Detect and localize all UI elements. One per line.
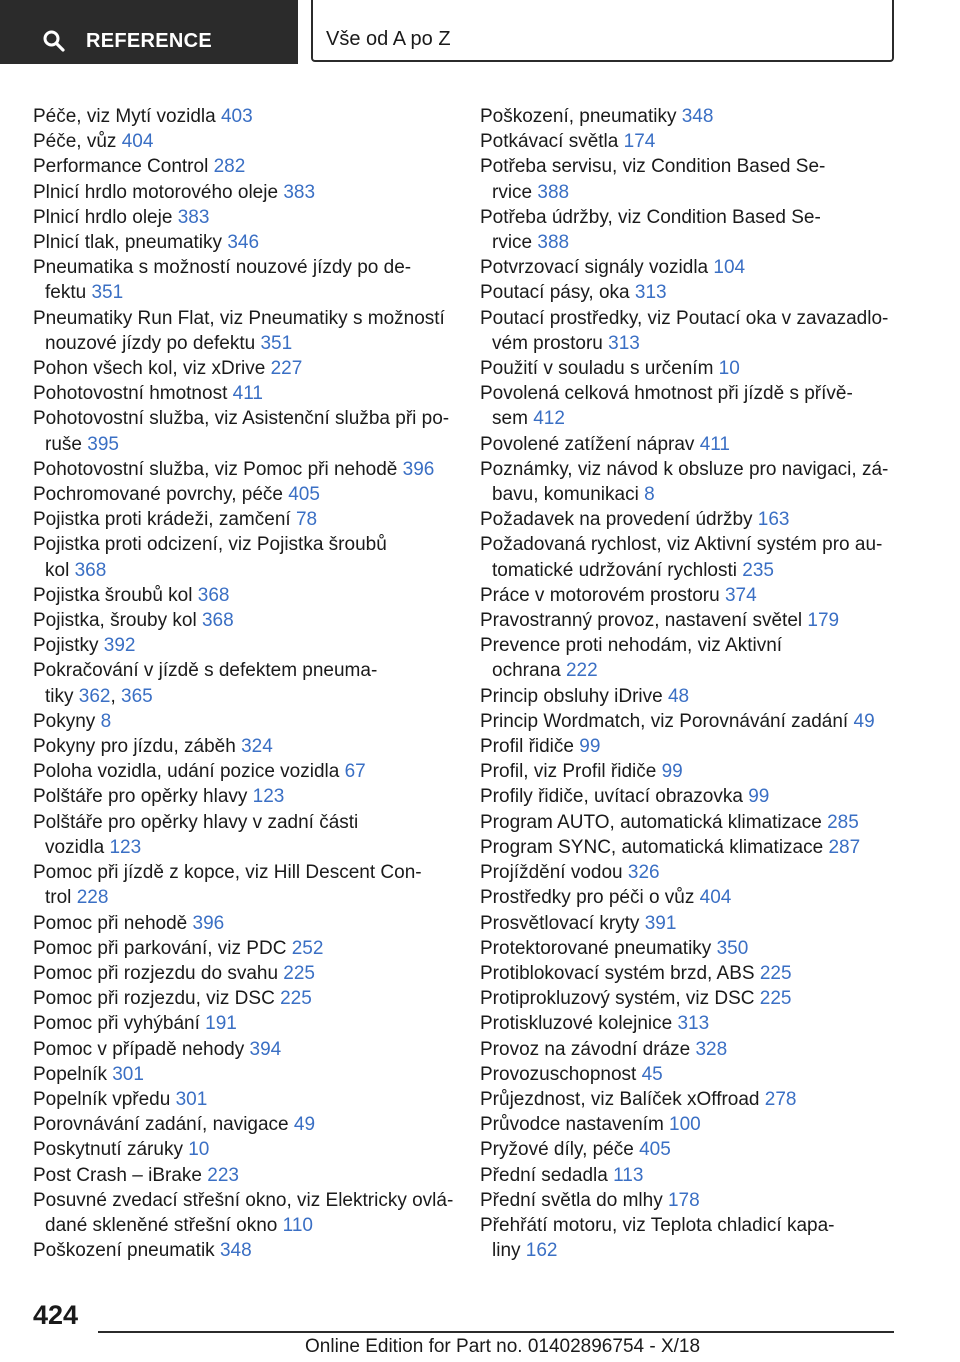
index-entry-text: Performance Control (33, 156, 209, 178)
index-entry-text: Použití v souladu s určením (480, 358, 714, 380)
page-link[interactable]: 383 (177, 206, 210, 228)
index-entry-text: Posuvné zvedací střešní okno, viz Elektricky ovlá- (33, 1189, 454, 1211)
page-link[interactable]: 278 (764, 1088, 797, 1110)
page-link[interactable]: 351 (91, 282, 124, 304)
page-link[interactable]: 396 (402, 458, 435, 480)
page-link[interactable]: 99 (748, 786, 770, 808)
index-entry (33, 961, 453, 986)
page-link[interactable]: 225 (280, 988, 312, 1010)
index-entry (33, 356, 453, 381)
section-title: Vše od A po Z (326, 28, 451, 50)
index-entry-text: Porovnávání zadání, navigace (33, 1114, 289, 1136)
index-entry-text: Poloha vozidla, udání pozice vozidla (33, 761, 340, 783)
page-link[interactable]: 365 (121, 685, 153, 707)
index-entry-text: Pojistka proti krádeži, zamčení (33, 509, 291, 531)
index-entry-text: ochrana (492, 660, 561, 682)
index-entry (33, 230, 453, 255)
page-link[interactable]: 178 (667, 1189, 700, 1211)
index-entry (480, 860, 900, 885)
page-link[interactable]: 163 (757, 509, 790, 531)
index-entry-text: Povolené zatížení náprav (480, 433, 695, 455)
page-link[interactable]: 404 (121, 131, 154, 153)
page-link[interactable]: 252 (291, 937, 324, 959)
index-entry-text: Pojistka proti odcizení, viz Pojistka šroubů (33, 534, 387, 556)
index-entry-text: Princip Wordmatch, viz Porovnávání zadání (480, 710, 849, 732)
index-entry (480, 684, 900, 709)
index-entry (33, 1238, 453, 1263)
page-link[interactable]: 374 (724, 584, 757, 606)
page-link[interactable]: 351 (260, 332, 293, 354)
page-link[interactable]: 10 (188, 1139, 210, 1161)
index-entry-text: Pohotovostní služba, viz Asistenční služba při po- (33, 408, 450, 430)
index-entry (480, 1137, 900, 1162)
index-entry-text: Pomoc při parkování, viz PDC (33, 937, 287, 959)
section-tab[interactable] (311, 0, 894, 62)
index-entry-text: Poskytnutí záruky (33, 1139, 183, 1161)
index-entry-text: Pochromované povrchy, péče (33, 484, 283, 506)
index-entry (480, 432, 900, 457)
index-entry (480, 986, 900, 1011)
page-link[interactable]: 49 (853, 710, 875, 732)
page-link[interactable]: 301 (112, 1063, 144, 1085)
page-link[interactable]: 350 (716, 937, 749, 959)
page-link[interactable]: 404 (699, 887, 732, 909)
index-entry-text: Potřeba údržby, viz Condition Based Se- (480, 206, 821, 228)
index-entry (33, 583, 453, 608)
index-entry-text: rvice (492, 232, 533, 254)
page-link[interactable]: 227 (270, 358, 303, 380)
page-link[interactable]: 346 (227, 232, 260, 254)
page-number: 424 (33, 1300, 79, 1330)
page-header (0, 0, 960, 66)
index-entry (480, 1037, 900, 1062)
page-link[interactable]: 394 (249, 1038, 282, 1060)
index-entry-text: Poznámky, viz návod k obsluze pro navigaci, zá- (480, 458, 889, 480)
index-entry (33, 154, 453, 179)
page-link[interactable]: 405 (288, 484, 320, 506)
index-entry (480, 1087, 900, 1112)
index-entry (480, 709, 900, 734)
index-entry (33, 1188, 453, 1238)
index-entry: Pokračování v jízdě s defektem pneuma- tiky 362, 365 (33, 660, 378, 707)
index-entry-text: Princip obsluhy iDrive (480, 685, 663, 707)
index-entry-text: Protiprokluzový systém, viz DSC (480, 988, 755, 1010)
page-link[interactable]: 285 (827, 811, 859, 833)
page-link[interactable]: 412 (533, 408, 565, 430)
page-link[interactable]: 49 (293, 1114, 316, 1136)
index-entry (480, 104, 900, 129)
index-entry-text: Potvrzovací signály vozidla (480, 257, 709, 279)
index-entry-text: Profil, viz Profil řidiče (480, 761, 657, 783)
index-entry-text: Prostředky pro péči o vůz (480, 887, 695, 909)
index-entry (480, 759, 900, 784)
index-entry (480, 255, 900, 280)
index-entry (480, 1112, 900, 1137)
index-entry-text: tomatické udržování rychlosti (492, 559, 737, 581)
index-entry-text: dané skleněné střešní okno (45, 1214, 278, 1236)
search-icon (42, 29, 66, 53)
page-link[interactable]: 324 (241, 736, 273, 758)
page-link[interactable]: 235 (742, 559, 774, 581)
page-link[interactable]: 123 (109, 836, 142, 858)
index-entry-text: Průjezdnost, viz Balíček xOffroad (480, 1088, 760, 1110)
page-link[interactable]: 411 (699, 433, 730, 455)
page-link[interactable]: 222 (565, 660, 598, 682)
index-entry (480, 885, 900, 910)
index-entry (33, 633, 453, 658)
page-link[interactable]: 10 (718, 358, 740, 380)
reference-tab[interactable] (0, 0, 298, 64)
page-link[interactable]: 104 (713, 257, 746, 279)
index-entry-text: Povolená celková hmotnost při jízdě s přívě- (480, 383, 853, 405)
index-entry-text: Profily řidiče, uvítací obrazovka (480, 786, 743, 808)
index-entry-text: Pomoc při vyhýbání (33, 1013, 200, 1035)
page-link[interactable]: 313 (677, 1013, 710, 1035)
index-entry (480, 911, 900, 936)
index-entry (33, 1062, 453, 1087)
index-entry-text: Pokyny (33, 710, 96, 732)
index-entry-text: nouzové jízdy po defektu (45, 332, 256, 354)
index-entry-text: Poutací pásy, oka (480, 282, 630, 304)
page-link[interactable]: 405 (639, 1139, 671, 1161)
index-column-left (33, 104, 453, 1263)
page-link[interactable]: 348 (219, 1240, 252, 1262)
index-entry-text: Pneumatika s možností nouzové jízdy po de- (33, 257, 412, 279)
index-entry-text: Pneumatiky Run Flat, viz Pneumatiky s možností (33, 307, 445, 329)
page-link[interactable]: 368 (74, 559, 107, 581)
index-entry-text: Polštáře pro opěrky hlavy v zadní části (33, 811, 359, 833)
index-entry-text: Profil řidiče (480, 736, 574, 758)
index-entry-text: Přední sedadla (480, 1164, 608, 1186)
index-entry (33, 180, 453, 205)
index-entry (33, 1163, 453, 1188)
index-entry-text: Plnicí tlak, pneumatiky (33, 232, 223, 254)
index-entry (33, 1011, 453, 1036)
index-entry (480, 784, 900, 809)
index-entry (480, 129, 900, 154)
index-entry-text: trol (45, 887, 72, 909)
index-entry-text: Protektorované pneumatiky (480, 937, 712, 959)
index-entry (33, 1087, 453, 1112)
index-entry-text: Pomoc při nehodě (33, 912, 188, 934)
page-link[interactable]: 282 (213, 156, 246, 178)
page-link[interactable]: 403 (220, 106, 253, 127)
index-entry-text: Požadavek na provedení údržby (480, 509, 753, 531)
index-entry (480, 583, 900, 608)
index-entry (33, 457, 453, 482)
index-entry (33, 860, 453, 910)
index-entry (480, 936, 900, 961)
index-entry-text: Pohotovostní hmotnost (33, 383, 228, 405)
index-entry-text: Plnicí hrdlo oleje (33, 206, 173, 228)
index-entry (33, 205, 453, 230)
page-link[interactable]: 326 (627, 862, 660, 884)
page-link[interactable]: 45 (641, 1063, 663, 1085)
index-entry-text: Protiskluzové kolejnice (480, 1013, 673, 1035)
index-entry-text: bavu, komunikaci (492, 484, 639, 506)
index-entry-text: Práce v motorovém prostoru (480, 584, 720, 606)
page-link[interactable]: 287 (828, 836, 861, 858)
index-entry-text: Poškození pneumatik (33, 1240, 215, 1262)
index-entry (480, 532, 900, 582)
page-link[interactable]: 388 (537, 181, 570, 203)
index-entry (480, 1011, 900, 1036)
index-entry-text: Pomoc při rozjezdu, viz DSC (33, 988, 275, 1010)
page-link[interactable]: 110 (282, 1214, 313, 1236)
page-link[interactable]: 113 (613, 1164, 644, 1186)
index-entry-text: Pomoc při rozjezdu do svahu (33, 962, 279, 984)
page-link[interactable]: 368 (197, 584, 230, 606)
index-entry (480, 961, 900, 986)
index-entry-text: Přehřátí motoru, viz Teplota chladicí kapa- (480, 1214, 835, 1236)
index-entry-text: Pryžové díly, péče (480, 1139, 634, 1161)
page-link[interactable]: 368 (201, 610, 234, 632)
index-entry (33, 1037, 453, 1062)
index-entry (33, 482, 453, 507)
index-entry (33, 104, 453, 129)
page-link[interactable]: 174 (623, 131, 656, 153)
index-entry (480, 1188, 900, 1213)
index-entry-text: Prosvětlovací kryty (480, 912, 640, 934)
index-entry-text: Provozuschopnost (480, 1063, 637, 1085)
page-link[interactable]: 179 (807, 610, 840, 632)
page-link[interactable]: 313 (608, 332, 640, 354)
index-entry (480, 280, 900, 305)
index-entry (33, 986, 453, 1011)
index-entry-text: Pohon všech kol, viz xDrive (33, 358, 266, 380)
index-entry-text: Pojistka, šrouby kol (33, 610, 197, 632)
index-entry-text: Provoz na závodní dráze (480, 1038, 691, 1060)
index-entry (480, 633, 900, 683)
index-entry (33, 911, 453, 936)
index-entry-text: Potřeba servisu, viz Condition Based Se- (480, 156, 826, 178)
footer-edition: Online Edition for Part no. 01402896754 - X/18 (305, 1336, 701, 1357)
index-entry-text: Pokračování v jízdě s defektem pneuma- (33, 660, 378, 682)
index-entry-text: Potkávací světla (480, 131, 619, 153)
index-entry-text: Pojistky (33, 635, 99, 657)
index-entry-text: Pohotovostní služba, viz Pomoc při nehodě (33, 458, 398, 480)
page-link[interactable]: 392 (103, 635, 136, 657)
index-entry-text: vém prostoru (492, 332, 603, 354)
index-entry-text: Program SYNC, automatická klimatizace (480, 836, 824, 858)
index-entry (480, 356, 900, 381)
page-link[interactable]: 48 (667, 685, 690, 707)
index-entry (33, 1137, 453, 1162)
index-entry (480, 154, 900, 204)
page-link[interactable]: 225 (759, 988, 792, 1010)
index-entry (480, 457, 900, 507)
index-entry (480, 1163, 900, 1188)
index-entry (480, 205, 900, 255)
index-entry (33, 1112, 453, 1137)
index-entry-text: ruše (45, 433, 82, 455)
index-entry-text: tiky (45, 685, 74, 707)
index-entry (33, 406, 453, 456)
page-link[interactable]: 348 (681, 106, 714, 127)
index-entry (33, 709, 453, 734)
index-entry-text: Přední světla do mlhy (480, 1189, 663, 1211)
page-link[interactable]: 223 (207, 1164, 239, 1186)
page-link[interactable]: 8 (644, 484, 655, 506)
index-entry-text: Post Crash – iBrake (33, 1164, 202, 1186)
index-entry-text: Protiblokovací systém brzd, ABS (480, 962, 755, 984)
index-entry-text: Polštáře pro opěrky hlavy (33, 786, 248, 808)
index-entry-text: Program AUTO, automatická klimatizace (480, 811, 822, 833)
index-entry (33, 255, 453, 305)
index-entry-text: rvice (492, 181, 533, 203)
index-entry-text: Poškození, pneumatiky (480, 106, 677, 127)
index-entry-text: Poutací prostředky, viz Poutací oka v zavazadlo- (480, 307, 889, 329)
index-column-right (480, 104, 900, 1263)
index-entry-text: Prevence proti nehodám, viz Aktivní (480, 635, 783, 657)
index-entry-text: Popelník (33, 1063, 107, 1085)
index-entry (33, 936, 453, 961)
index-entry-text: Pojistka šroubů kol (33, 584, 193, 606)
page-link[interactable]: 99 (579, 736, 601, 758)
index-entry-text: Pomoc v případě nehody (33, 1038, 245, 1060)
index-entry-text: sem (492, 408, 528, 430)
index-entry-text: kol (45, 559, 70, 581)
page-link[interactable]: 225 (283, 962, 315, 984)
footer-divider (98, 1331, 894, 1333)
page-link[interactable]: 191 (205, 1013, 237, 1035)
page-link[interactable]: 391 (644, 912, 677, 934)
index-entry-text: vozidla (45, 836, 105, 858)
index-entry-text: Pokyny pro jízdu, záběh (33, 736, 236, 758)
index-entry (480, 835, 900, 860)
index-entry (33, 608, 453, 633)
index-entry (480, 1062, 900, 1087)
page-link[interactable]: 123 (252, 786, 285, 808)
page-link[interactable]: 8 (100, 710, 112, 732)
index-entry-text: Popelník vpředu (33, 1088, 171, 1110)
page-link[interactable]: 362 (78, 685, 111, 707)
page-link[interactable]: 383 (283, 181, 316, 203)
index-entry-text: Plnicí hrdlo motorového oleje (33, 181, 279, 203)
index-entry-text: Průvodce nastavením (480, 1114, 664, 1136)
page-link[interactable]: 99 (661, 761, 683, 783)
page-link[interactable]: 411 (232, 383, 263, 405)
index-entry (480, 507, 900, 532)
index-entry-text: Projíždění vodou (480, 862, 623, 884)
page-link[interactable]: 328 (695, 1038, 728, 1060)
index-entry-text: fektu (45, 282, 87, 304)
page-link[interactable]: 162 (525, 1240, 558, 1262)
index-entry (480, 306, 900, 356)
reference-label: REFERENCE (86, 30, 213, 52)
page-link[interactable]: 100 (669, 1114, 701, 1136)
page-link[interactable]: 225 (759, 962, 792, 984)
page-link[interactable]: 395 (87, 433, 119, 455)
index-entry (33, 129, 453, 154)
index-entry (480, 381, 900, 431)
index-entry-text: Péče, vůz (33, 131, 117, 153)
page-link[interactable]: 301 (175, 1088, 208, 1110)
index-entry (480, 810, 900, 835)
index-entry (33, 306, 453, 356)
page-link[interactable]: 388 (537, 232, 570, 254)
index-entry-text: Požadovaná rychlost, viz Aktivní systém pro au- (480, 534, 883, 556)
page-link[interactable]: 313 (634, 282, 667, 304)
index-entry (33, 734, 453, 759)
index-entry-text: Pravostranný provoz, nastavení světel (480, 610, 803, 632)
index-entry (33, 784, 453, 809)
index-entry (33, 381, 453, 406)
index-entry (33, 532, 453, 582)
index-entry (33, 507, 453, 532)
page-link[interactable]: 228 (76, 887, 109, 909)
page-link[interactable]: 396 (192, 912, 225, 934)
page-link[interactable]: 78 (295, 509, 318, 531)
index-entry-text: liny (492, 1240, 521, 1262)
index-entry-text: Péče, viz Mytí vozidla (33, 106, 216, 127)
index-entry (480, 1213, 900, 1263)
index-entry-text: Pomoc při jízdě z kopce, viz Hill Descent Con- (33, 862, 422, 884)
index-entry (480, 734, 900, 759)
index-entry (33, 759, 453, 784)
index-entry (480, 608, 900, 633)
index-entry (33, 810, 453, 860)
page-link[interactable]: 67 (344, 761, 366, 783)
